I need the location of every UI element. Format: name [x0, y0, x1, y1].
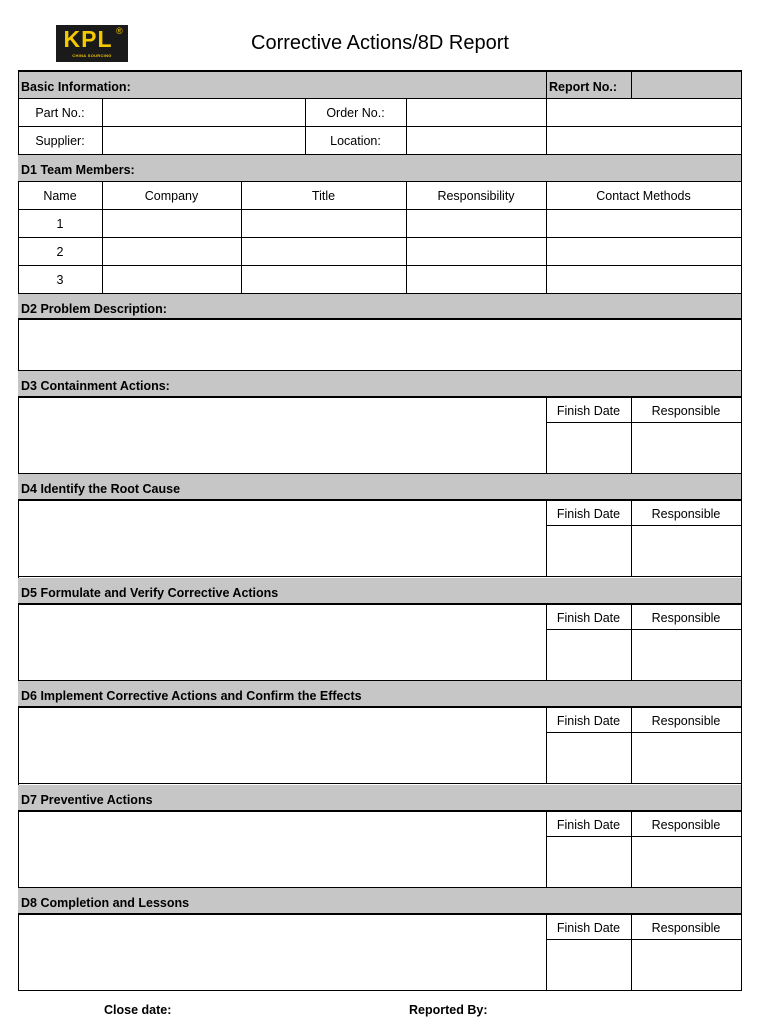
- d5-responsible-field[interactable]: [631, 630, 741, 680]
- col-header-company: Company: [144, 188, 199, 203]
- grid-line-v: [546, 604, 547, 681]
- d7-finish-date-field[interactable]: [546, 837, 631, 887]
- d3-content-field[interactable]: [18, 398, 546, 473]
- d4-heading: D4 Identify the Root Cause: [21, 481, 181, 496]
- finish-date-label: Finish Date: [556, 817, 621, 832]
- col-header-contact-methods: Contact Methods: [596, 188, 691, 203]
- finish-date-label: Finish Date: [556, 920, 621, 935]
- location-label: Location:: [330, 133, 381, 148]
- grid-line-v: [546, 914, 547, 991]
- responsible-label: Responsible: [651, 403, 721, 418]
- d6-responsible-field[interactable]: [631, 733, 741, 783]
- team-cell-title[interactable]: [241, 266, 406, 293]
- reported-by-label: Reported By:: [409, 1003, 488, 1017]
- grid-line-v: [631, 914, 632, 991]
- grid-line-v: [406, 181, 407, 294]
- grid-line-h: [18, 990, 742, 991]
- d4-finish-date-field[interactable]: [546, 526, 631, 576]
- grid-line-h: [18, 70, 742, 72]
- problem-description-field[interactable]: [18, 320, 741, 370]
- d6-finish-date-field[interactable]: [546, 733, 631, 783]
- d1-heading: D1 Team Members:: [21, 163, 135, 177]
- grid-line-v: [631, 604, 632, 681]
- col-header-responsibility: Responsibility: [437, 188, 515, 203]
- team-cell-responsibility[interactable]: [406, 266, 546, 293]
- team-row-number: 1: [56, 216, 64, 231]
- order-no-field[interactable]: [406, 99, 546, 126]
- d2-heading: D2 Problem Description:: [21, 301, 167, 316]
- supplier-field[interactable]: [102, 127, 305, 154]
- report-extra-field[interactable]: [546, 99, 741, 126]
- grid-line-v: [241, 181, 242, 294]
- d8-responsible-field[interactable]: [631, 940, 741, 990]
- team-row-number: 3: [56, 272, 64, 287]
- supplier-label: Supplier:: [35, 133, 85, 148]
- d6-heading: D6 Implement Corrective Actions and Confirm the Effects: [21, 688, 362, 703]
- logo-registered-mark: ®: [116, 26, 123, 36]
- d3-heading: D3 Containment Actions:: [21, 378, 170, 393]
- basic-info-heading: Basic Information:: [21, 79, 131, 94]
- grid-line-v: [546, 181, 547, 294]
- order-no-label: Order No.:: [326, 105, 385, 120]
- d8-heading: D8 Completion and Lessons: [21, 895, 190, 910]
- location-extra-field[interactable]: [546, 127, 741, 154]
- part-no-label: Part No.:: [35, 105, 85, 120]
- report-no-field[interactable]: [631, 71, 741, 98]
- grid-line-h: [18, 783, 742, 784]
- report-no-label: Report No.:: [549, 79, 618, 94]
- grid-line-v: [546, 397, 547, 474]
- d3-responsible-field[interactable]: [631, 423, 741, 473]
- team-cell-contact-methods[interactable]: [546, 238, 741, 265]
- team-cell-company[interactable]: [102, 238, 241, 265]
- team-cell-responsibility[interactable]: [406, 238, 546, 265]
- logo-subtext: CHINA SOURCING: [72, 53, 112, 58]
- d4-content-field[interactable]: [18, 501, 546, 576]
- team-cell-title[interactable]: [241, 238, 406, 265]
- grid-line-v: [546, 811, 547, 888]
- grid-line-v: [546, 707, 547, 784]
- d5-heading: D5 Formulate and Verify Corrective Actions: [21, 585, 279, 600]
- team-cell-title[interactable]: [241, 210, 406, 237]
- team-cell-company[interactable]: [102, 266, 241, 293]
- responsible-label: Responsible: [651, 920, 721, 935]
- d8-content-field[interactable]: [18, 915, 546, 990]
- kpl-logo: [56, 25, 128, 62]
- grid-line-v: [631, 707, 632, 784]
- grid-line-h: [18, 576, 742, 577]
- d7-heading: D7 Preventive Actions: [21, 792, 153, 807]
- team-row-number: 2: [56, 244, 64, 259]
- col-header-title: Title: [311, 188, 336, 203]
- close-date-label: Close date:: [104, 1003, 172, 1017]
- d8-finish-date-field[interactable]: [546, 940, 631, 990]
- grid-line-v: [546, 500, 547, 577]
- page-title: Corrective Actions/8D Report: [251, 32, 509, 54]
- grid-line-v: [631, 397, 632, 474]
- d7-responsible-field[interactable]: [631, 837, 741, 887]
- col-header-name: Name: [43, 188, 77, 203]
- responsible-label: Responsible: [651, 817, 721, 832]
- d7-content-field[interactable]: [18, 812, 546, 887]
- responsible-label: Responsible: [651, 610, 721, 625]
- d6-content-field[interactable]: [18, 708, 546, 783]
- finish-date-label: Finish Date: [556, 506, 621, 521]
- d4-responsible-field[interactable]: [631, 526, 741, 576]
- team-cell-responsibility[interactable]: [406, 210, 546, 237]
- finish-date-label: Finish Date: [556, 713, 621, 728]
- team-cell-contact-methods[interactable]: [546, 266, 741, 293]
- d5-finish-date-field[interactable]: [546, 630, 631, 680]
- part-no-field[interactable]: [102, 99, 305, 126]
- responsible-label: Responsible: [651, 506, 721, 521]
- team-cell-contact-methods[interactable]: [546, 210, 741, 237]
- responsible-label: Responsible: [651, 713, 721, 728]
- grid-line-v: [631, 500, 632, 577]
- logo-text: KPL: [63, 26, 113, 52]
- grid-line-v: [102, 181, 103, 294]
- d3-finish-date-field[interactable]: [546, 423, 631, 473]
- location-field[interactable]: [406, 127, 546, 154]
- grid-line-v: [631, 811, 632, 888]
- d5-content-field[interactable]: [18, 605, 546, 680]
- grid-line-v: [631, 70, 632, 99]
- finish-date-label: Finish Date: [556, 403, 621, 418]
- finish-date-label: Finish Date: [556, 610, 621, 625]
- team-cell-company[interactable]: [102, 210, 241, 237]
